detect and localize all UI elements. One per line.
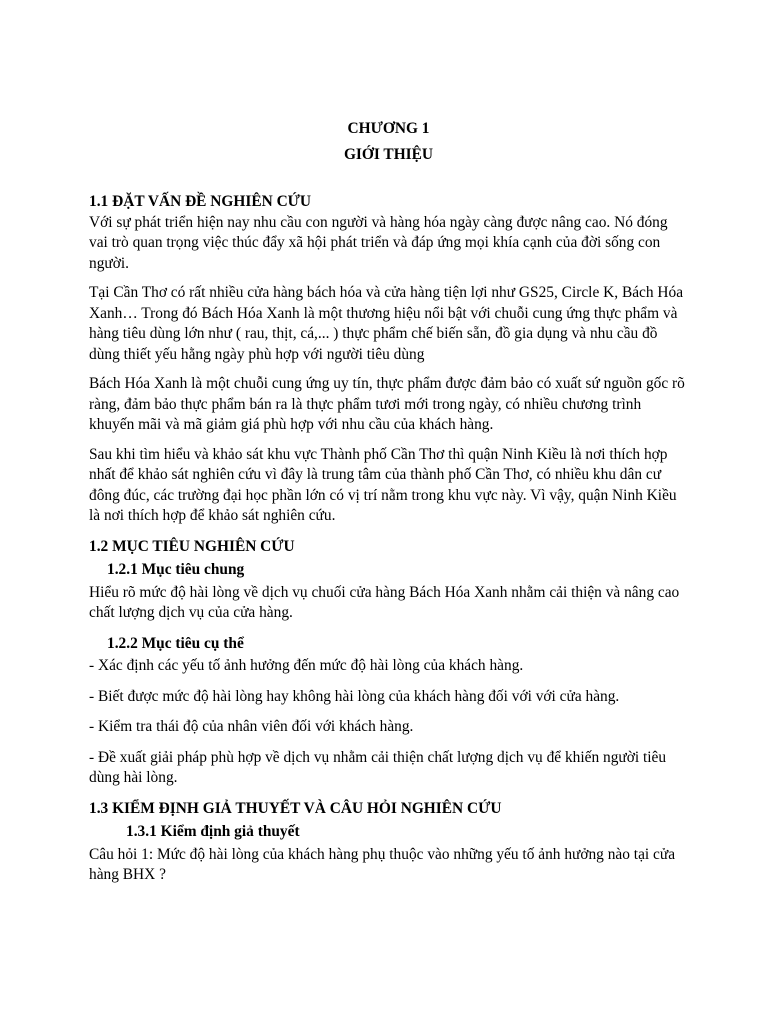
list-item: - Xác định các yếu tố ảnh hưởng đến mức độ hài lòng của khách hàng. [89,657,524,674]
chapter-title: GIỚI THIỆU [343,146,434,163]
list-item: - Đề xuất giải pháp phù hợp về dịch vụ nhằm cải thiện chất lượng dịch vụ để khiến người tiêu dùng hài lòng. [89,748,667,786]
section-1-3-1-heading: 1.3.1 Kiểm định giả thuyết [126,823,300,840]
paragraph: Tại Cần Thơ có rất nhiều cửa hàng bách hóa và cửa hàng tiện lợi như GS25, Circle K, Bách Hóa Xanh… Trong đó Bách Hóa Xanh là một thương hiệu nổi bật với chuỗi cung ứng thực phẩm và hàng tiêu dùng lớn như ( rau, thịt, cá,... ) thực phẩm chế biến sẵn, đồ gia dụng và nhu cầu đồ dùng thiết yếu hằng ngày phù hợp với người tiêu dùng [89,284,684,363]
paragraph: Với sự phát triển hiện nay nhu cầu con người và hàng hóa ngày càng được nâng cao. Nó đóng vai trò quan trọng việc thúc đẩy xã hội phát triển và đáp ứng mọi khía cạnh của đời sống con người. [89,213,668,272]
section-1-2-2-heading: 1.2.2 Mục tiêu cụ thể [107,634,244,652]
section-1-1-heading: 1.1 ĐẶT VẤN ĐỀ NGHIÊN CỨU [89,193,312,210]
paragraph: Hiểu rõ mức độ hài lòng về dịch vụ chuối cửa hàng Bách Hóa Xanh nhằm cải thiện và nâng cao chất lượng dịch vụ của cửa hàng. [89,583,680,621]
chapter-number: CHƯƠNG 1 [347,120,430,137]
paragraph: Câu hỏi 1: Mức độ hài lòng của khách hàng phụ thuộc vào những yếu tố ảnh hưởng nào tại cửa hàng BHX ? [89,845,676,883]
section-1-2-1-heading: 1.2.1 Mục tiêu chung [107,561,245,578]
section-1-2-heading: 1.2 MỤC TIÊU NGHIÊN CỨU [89,537,295,555]
list-item: - Biết được mức độ hài lòng hay không hài lòng của khách hàng đối với với cửa hàng. [89,687,620,705]
paragraph: Bách Hóa Xanh là một chuỗi cung ứng uy tín, thực phẩm được đảm bảo có xuất sứ nguồn gốc rõ ràng, đảm bảo thực phẩm bán ra là thực phẩm tươi mới trong ngày, có nhiều chương trình khuyến mãi và mã giảm giá phù hợp với nhu cầu của khách hàng. [89,375,685,433]
paragraph: Sau khi tìm hiểu và khảo sát khu vực Thành phố Cần Thơ thì quận Ninh Kiều là nơi thích hợp nhất để khảo sát nghiên cứu vì đây là trung tâm của thành phố Cần Thơ, có nhiều khu dân cư đông đúc, các trường đại học phần lớn có vị trí nằm trong khu vực này. Vì vậy, quận Ninh Kiều là nơi thích hợp để khảo sát nghiên cứu. [89,445,677,524]
list-item: - Kiểm tra thái độ của nhân viên đối với khách hàng. [89,718,414,735]
section-1-3-heading: 1.3 KIỂM ĐỊNH GIẢ THUYẾT VÀ CÂU HỎI NGHIÊN CỨU [89,799,502,817]
